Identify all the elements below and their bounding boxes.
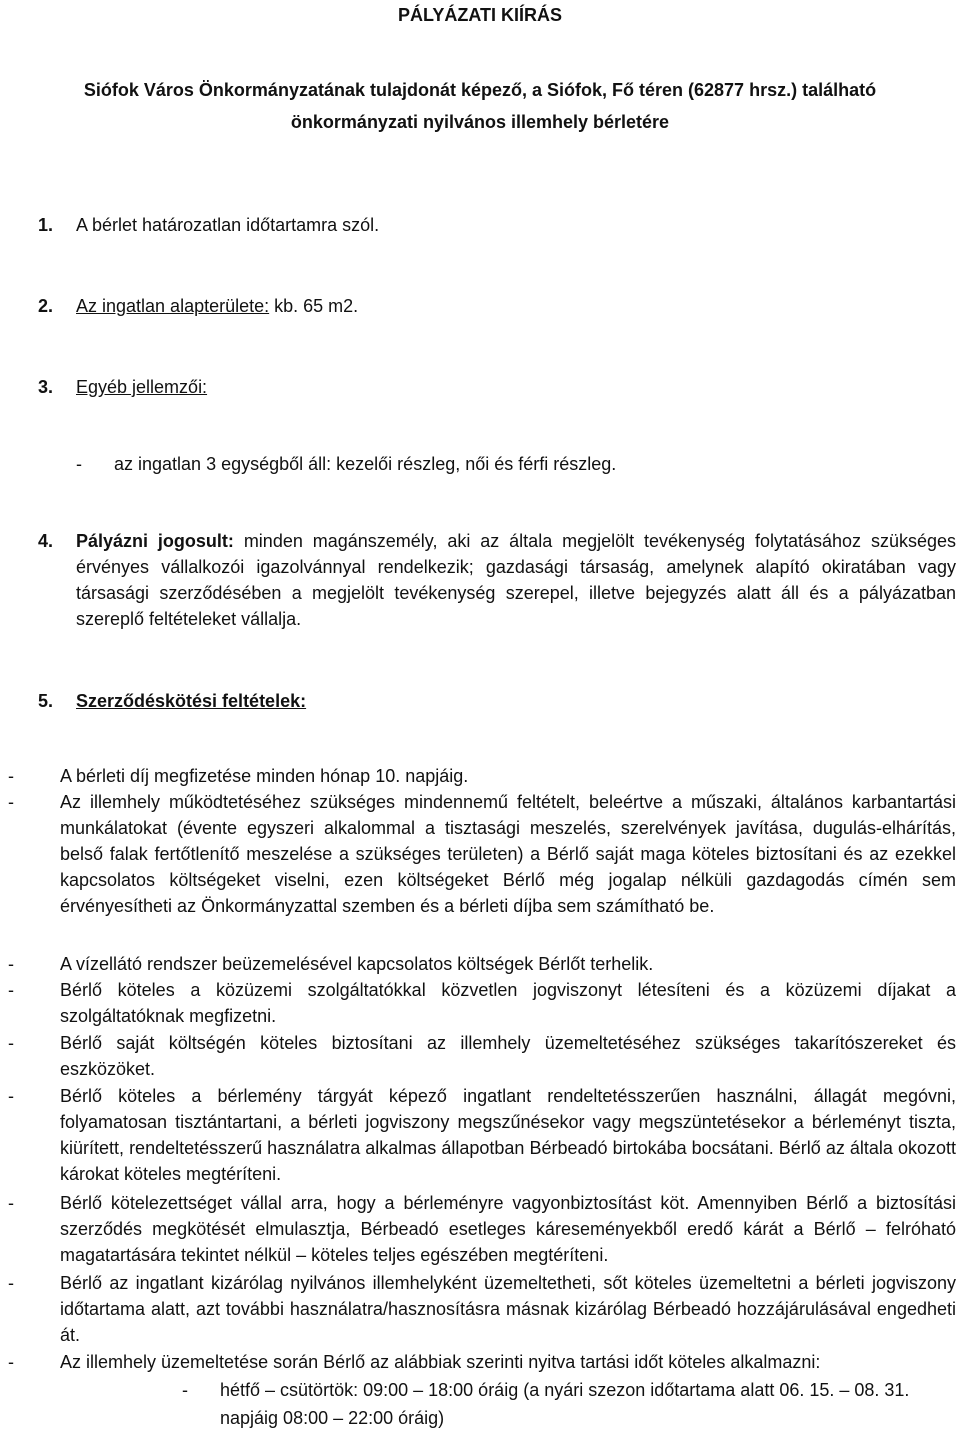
section-2-text (76, 293, 956, 319)
condition-1-dash: - (8, 766, 14, 786)
section-3-label-text: Egyéb jellemzői: (76, 377, 208, 397)
section-4-label: Pályázni jogosult: (76, 531, 234, 551)
condition-4-text: Bérlő köteles a közüzemi szolgáltatókkal közvetlen jogviszonyt létesíteni és a közüzemi díjakat a szolgáltatóknak megfizetni. (60, 980, 956, 1026)
document-title: PÁLYÁZATI KIÍRÁS (397, 5, 562, 25)
condition-8-text: Bérlő az ingatlant kizárólag nyilvános illemhelyként üzemeltetheti, sőt köteles üzemeltetni a bérleti jogviszony időtartama alatt, azt további használatra/hasznosításra másnak kizárólag Bérbeadó hozzájárulásával engedheti át. (60, 1273, 956, 1345)
condition-2-text: Az illemhely működtetéséhez szükséges mindennemű feltételt, beleértve a műszaki, általános karbantartási munkálatokat (évente egyszeri alkalommal a tisztasági meszelés, szerelvények javítása, dugulás-elhárítás, belső falak fertőtlenítő meszelése a szükséges területen) a Bérlő saját maga köteles biztosítani és az ezekkel kapcsolatos költségeket viselni, ezen költségeket Bérlő még jogalap nélküli gazdagodás címén sem érvényesítheti az Önkormányzattal szemben és a bérleti díjba sem számítható be. (60, 792, 956, 916)
condition-3-text: A vízellátó rendszer beüzemelésével kapcsolatos költségek Bérlőt terhelik. (60, 954, 654, 974)
condition-3-dash: - (8, 954, 14, 974)
section-3-number: 3. (38, 377, 54, 397)
section-4-number: 4. (38, 531, 54, 551)
condition-9-dash: - (8, 1352, 14, 1372)
section-2-label: Az ingatlan alapterülete: (76, 296, 270, 316)
section-3-label (76, 374, 956, 400)
condition-6-dash: - (8, 1086, 14, 1106)
condition-5-dash: - (8, 1033, 14, 1053)
condition-7-dash: - (8, 1193, 14, 1213)
section-1-number: 1. (38, 215, 54, 235)
section-5-number: 5. (38, 691, 54, 711)
hours-line-1: hétfő – csütörtök: 09:00 – 18:00 óráig (a nyári szezon időtartama alatt 06. 15. – 08. 31. (220, 1380, 910, 1400)
section-4-text (76, 528, 956, 632)
subtitle-line-2: önkormányzati nyilvános illemhely bérletére (290, 112, 670, 132)
section-5-label-text: Szerződéskötési feltételek: (76, 691, 307, 711)
hours-line-2: napjáig 08:00 – 22:00 óráig) (220, 1408, 445, 1428)
section-3-dash: - (76, 454, 82, 474)
section-4-body: minden magánszemély, aki az általa megjelölt tevékenység folytatásához szükséges érvényes vállalkozói igazolvánnyal rendelkezik; gazdasági társaság, amelynek alapító okiratában vagy társasági szerződésében a megjelölt tevékenység szerepel, illetve bejegyzés alatt áll és a pályázatban szereplő feltételeket vállalja. (76, 531, 956, 629)
section-2-number: 2. (38, 296, 54, 316)
condition-5-text: Bérlő saját költségén köteles biztosítani az illemhely üzemeltetéséhez szükséges takarítószereket és eszközöket. (60, 1033, 956, 1079)
section-5-label (76, 688, 956, 714)
section-2-value: kb. 65 m2. (269, 296, 359, 316)
hours-dash: - (182, 1380, 188, 1400)
condition-9-text: Az illemhely üzemeltetése során Bérlő az alábbiak szerinti nyitva tartási időt köteles alkalmazni: (60, 1352, 821, 1372)
condition-6-text: Bérlő köteles a bérlemény tárgyát képező ingatlant rendeltetésszerűen használni, állagát megóvni, folyamatosan tisztántartani, a bérleti jogviszony megszűnésekor vagy megszüntetésekor a bérleményt tiszta, kiürített, rendeltetésszerű használatra alkalmas állapotban Bérbeadó birtokába bocsátani. Bérlő az általa okozott károkat köteles megtéríteni. (60, 1086, 956, 1184)
section-1-text: A bérlet határozatlan időtartamra szól. (76, 215, 380, 235)
condition-7-text: Bérlő kötelezettséget vállal arra, hogy a bérleményre vagyonbiztosítást köt. Amennyiben Bérlő a biztosítási szerződés megkötését elmulasztja, Bérbeadó esetleges káreseményekből eredő kárát a Bérlő – felróható magatartására tekintet nélkül – köteles teljes egészében megtéríteni. (60, 1193, 956, 1265)
condition-8-dash: - (8, 1273, 14, 1293)
subtitle-line-1: Siófok Város Önkormányzatának tulajdonát képező, a Siófok, Fő téren (62877 hrsz.) található (83, 80, 877, 100)
section-3-item: az ingatlan 3 egységből áll: kezelői részleg, női és férfi részleg. (114, 454, 617, 474)
condition-1-text: A bérleti díj megfizetése minden hónap 10. napjáig. (60, 766, 469, 786)
condition-4-dash: - (8, 980, 14, 1000)
condition-2-dash: - (8, 792, 14, 812)
